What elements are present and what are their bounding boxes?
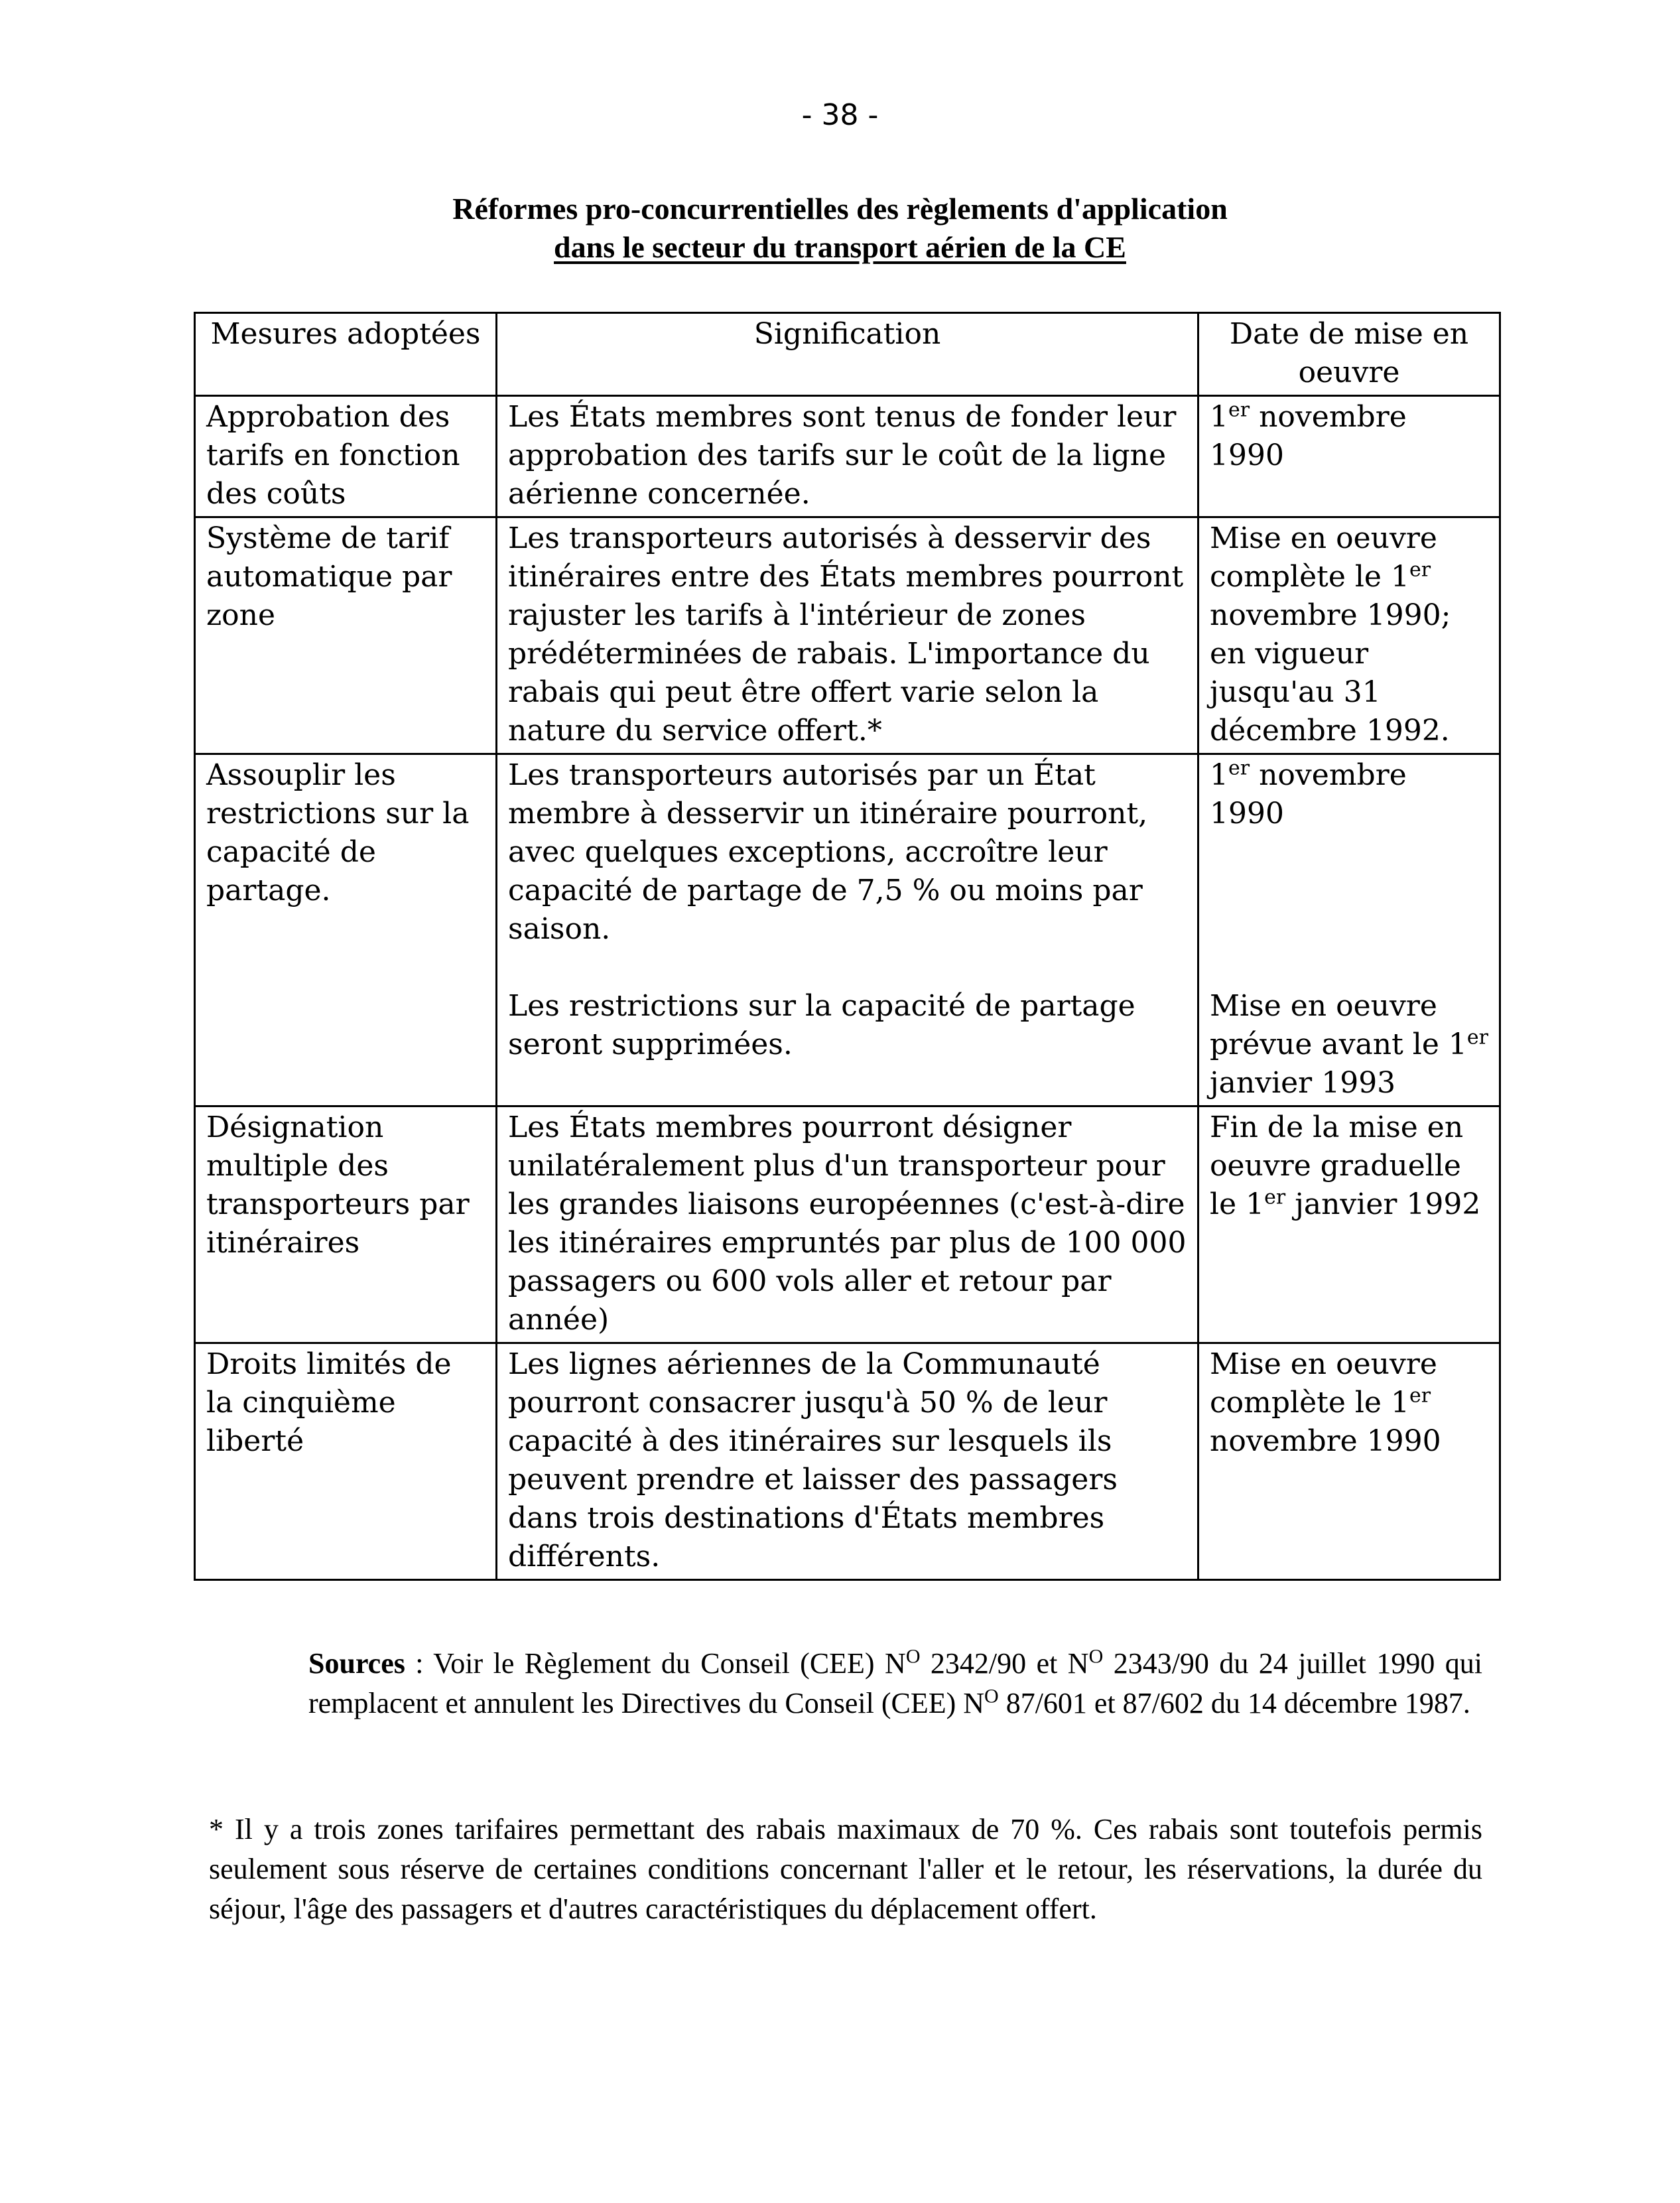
cell-mesure: Approbation des tarifs en fonction des coûts (195, 396, 497, 517)
cell-mesure: Désignation multiple des transporteurs par itinéraires (195, 1106, 497, 1343)
header-mesures: Mesures adoptées (195, 313, 497, 396)
sources-note: Sources : Voir le Règlement du Conseil (CEE) $N^O$ 2342/90 et $N^O$ 2343/90 du 24 juillet 1990 qui remplacent et annulent les Directives du Conseil (CEE) $N^O$ 87/601 et 87/602 du 14 décembre 1987. (308, 1645, 1483, 1719)
cell-mesure: Assouplir les restrictions sur la capacité de partage. (195, 754, 497, 1106)
measures-table (194, 312, 1501, 1581)
header-date: Date de mise en oeuvre (1198, 313, 1500, 396)
table-row (195, 517, 1500, 754)
table-row (195, 1106, 1500, 1343)
signification-part-1: Les transporteurs autorisés par un État membre à desservir un itinéraire pourront, avec quelques exceptions, accroître leur capacité de partage de 7,5 % ou moins par saison. (508, 758, 1148, 946)
cell-date (1198, 754, 1500, 1106)
title-line-2: dans le secteur du transport aérien de la CE (554, 230, 1126, 264)
table-header-row (195, 313, 1500, 396)
page-number: - 38 - (801, 98, 879, 132)
cell-mesure: Système de tarif automatique par zone (195, 517, 497, 754)
table-row (195, 1343, 1500, 1580)
cell-signification: Les transporteurs autorisés à desservir des itinéraires entre des États membres pourront rajuster les tarifs à l'intérieur de zones prédéterminées de rabais. L'importance du rabais qui peut être offert varie selon la nature du service offert.* (497, 517, 1198, 754)
page-title (0, 190, 1680, 267)
cell-signification: Les lignes aériennes de la Communauté pourront consacrer jusqu'à 50 % de leur capacité à des itinéraires sur lesquels ils peuvent prendre et laisser des passagers dans trois destinations d'États membres différents. (497, 1343, 1198, 1580)
date-part-2: Mise en oeuvre prévue avant le 1er janvier 1993 (1210, 989, 1488, 1100)
signification-part-2: Les restrictions sur la capacité de partage seront supprimées. (508, 989, 1135, 1061)
table-row (195, 754, 1500, 1106)
table-row (195, 396, 1500, 517)
cell-date: Fin de la mise en oeuvre graduelle le 1er janvier 1992 (1198, 1106, 1500, 1343)
footnote: * Il y a trois zones tarifaires permettant des rabais maximaux de 70 %. Ces rabais sont toutefois permis seulement sous réserve de certaines conditions concernant l'aller et le retour, les réservations, la durée du séjour, l'âge des passagers et d'autres caractéristiques du déplacement offert. (209, 1813, 1482, 1925)
cell-signification: Les États membres pourront désigner unilatéralement plus d'un transporteur pour les grandes liaisons européennes (c'est-à-dire les itinéraires empruntés par plus de 100 000 passagers ou 600 vols aller et retour par année) (497, 1106, 1198, 1343)
title-line-1: Réformes pro-concurrentielles des règlements d'application (452, 192, 1228, 226)
cell-date: Mise en oeuvre complète le 1er novembre 1990; en vigueur jusqu'au 31 décembre 1992. (1198, 517, 1500, 754)
cell-date: Mise en oeuvre complète le 1er novembre 1990 (1198, 1343, 1500, 1580)
cell-date: 1er novembre 1990 (1198, 396, 1500, 517)
date-part-1: 1er novembre 1990 (1210, 756, 1407, 831)
cell-mesure: Droits limités de la cinquième liberté (195, 1343, 497, 1580)
header-signification: Signification (497, 313, 1198, 396)
cell-signification (497, 754, 1198, 1106)
sources-label: Sources (308, 1647, 405, 1680)
cell-signification: Les États membres sont tenus de fonder leur approbation des tarifs sur le coût de la ligne aérienne concernée. (497, 396, 1198, 517)
